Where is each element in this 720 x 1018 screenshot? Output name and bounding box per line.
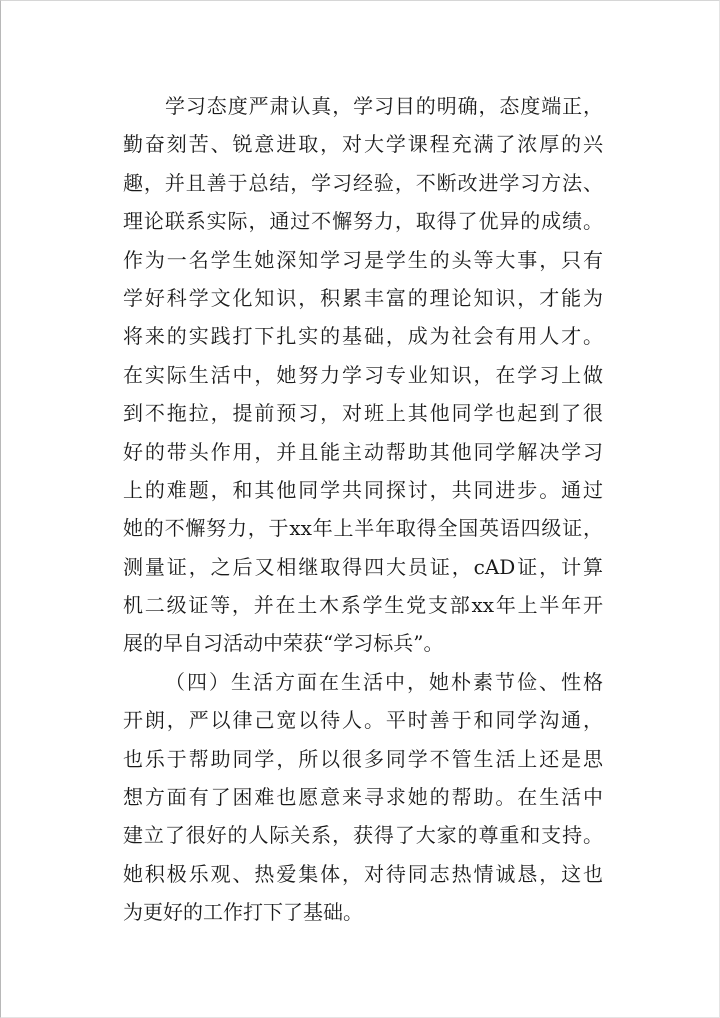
text-line: 学好科学文化知识，积累丰富的理论知识，才能为 xyxy=(123,285,603,310)
text-line: 在实际生活中，她努力学习专业知识，在学习上做 xyxy=(123,362,603,387)
text-line: 也乐于帮助同学，所以很多同学不管生活上还是思 xyxy=(123,746,603,771)
text-line: 她积极乐观、热爱集体，对待同志热情诚恳，这也 xyxy=(123,861,603,886)
text-line: 到不拖拉，提前预习，对班上其他同学也起到了很 xyxy=(123,401,603,426)
text-line: 她的不懈努力，于xx年上半年取得全国英语四级证， xyxy=(123,516,603,541)
text-line: 展的早自习活动中荣获“学习标兵”。 xyxy=(123,631,444,656)
text-line: 作为一名学生她深知学习是学生的头等大事，只有 xyxy=(123,247,603,272)
text-line: 为更好的工作打下了基础。 xyxy=(123,900,363,925)
text-line: 测量证，之后又相继取得四大员证，cAD证，计算 xyxy=(123,554,603,579)
body-text xyxy=(123,87,603,932)
text-line: 想方面有了困难也愿意来寻求她的帮助。在生活中 xyxy=(123,785,603,810)
text-line: 建立了很好的人际关系，获得了大家的尊重和支持。 xyxy=(123,823,603,848)
text-line: 勤奋刻苦、锐意进取，对大学课程充满了浓厚的兴 xyxy=(123,132,603,157)
text-line: 上的难题，和其他同学共同探讨，共同进步。通过 xyxy=(123,477,603,502)
text-line: 理论联系实际，通过不懈努力，取得了优异的成绩。 xyxy=(123,209,603,234)
text-line: （四）生活方面在生活中，她朴素节俭、性格 xyxy=(165,669,603,694)
text-line: 将来的实践打下扎实的基础，成为社会有用人才。 xyxy=(123,324,603,349)
text-line: 好的带头作用，并且能主动帮助其他同学解决学习 xyxy=(123,439,603,464)
text-line: 机二级证等，并在土木系学生党支部xx年上半年开 xyxy=(123,593,603,618)
text-line: 开朗，严以律己宽以待人。平时善于和同学沟通， xyxy=(123,708,603,733)
text-line: 学习态度严肃认真，学习目的明确，态度端正， xyxy=(165,94,603,118)
text-line: 趣，并且善于总结，学习经验，不断改进学习方法、 xyxy=(123,170,603,195)
